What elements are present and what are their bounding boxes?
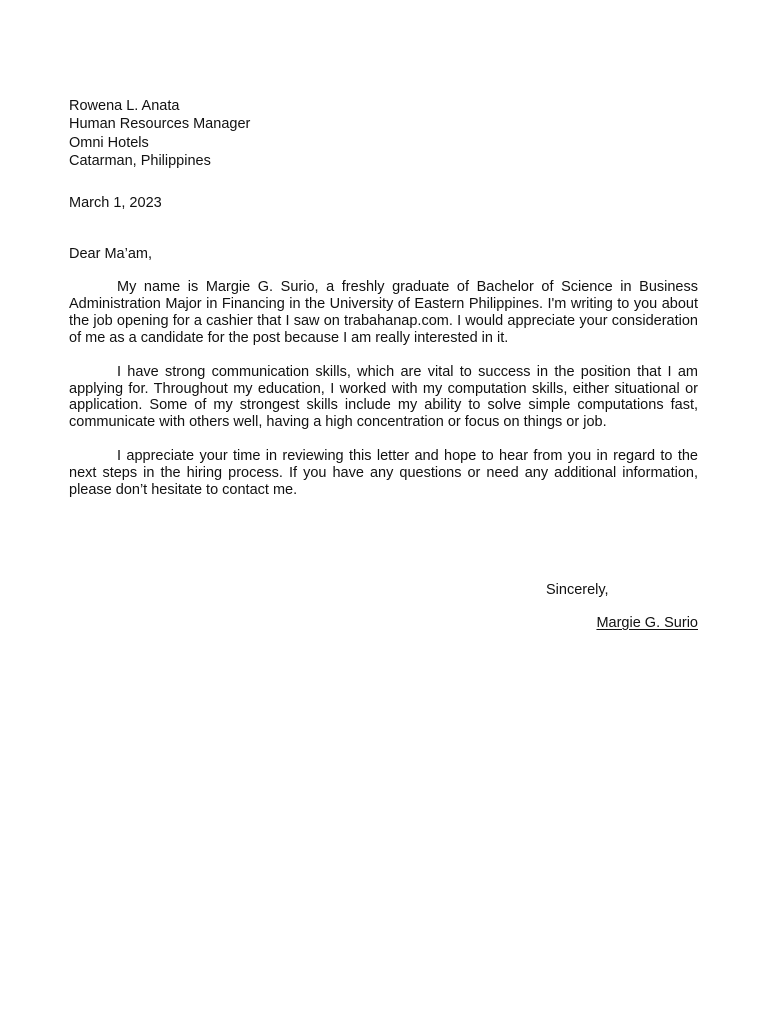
signature-name: Margie G. Surio (596, 615, 698, 631)
salutation: Dear Ma’am, (69, 246, 152, 262)
letter-date: March 1, 2023 (69, 195, 162, 211)
body-paragraph-1: My name is Margie G. Surio, a freshly graduate of Bachelor of Science in Business Administration Major in Financing in the University of Eastern Philippines. I'm writing to you about the job opening for a cashier that I saw on trabahanap.com. I would appreciate your consideration of me as a candidate for the post because I am really interested in it. (69, 279, 698, 346)
recipient-name: Rowena L. Anata (69, 98, 180, 114)
closing: Sincerely, (546, 582, 609, 598)
recipient-company: Omni Hotels (69, 134, 149, 151)
recipient-block (69, 97, 250, 170)
body-paragraph-3: I appreciate your time in reviewing this letter and hope to hear from you in regard to the next steps in the hiring process. If you have any questions or need any additional information, please don’t hesitate to contact me. (69, 448, 698, 499)
recipient-address: Catarman, Philippines (69, 152, 211, 169)
recipient-title: Human Resources Manager (69, 116, 251, 133)
body-paragraph-2: I have strong communication skills, which are vital to success in the position that I am applying for. Throughout my education, I worked with my computation skills, either situational or application. Some of my strongest skills include my ability to solve simple computations fast, communicate with others well, having a high concentration or focus on things or job. (69, 363, 698, 431)
letter-body (69, 279, 698, 516)
